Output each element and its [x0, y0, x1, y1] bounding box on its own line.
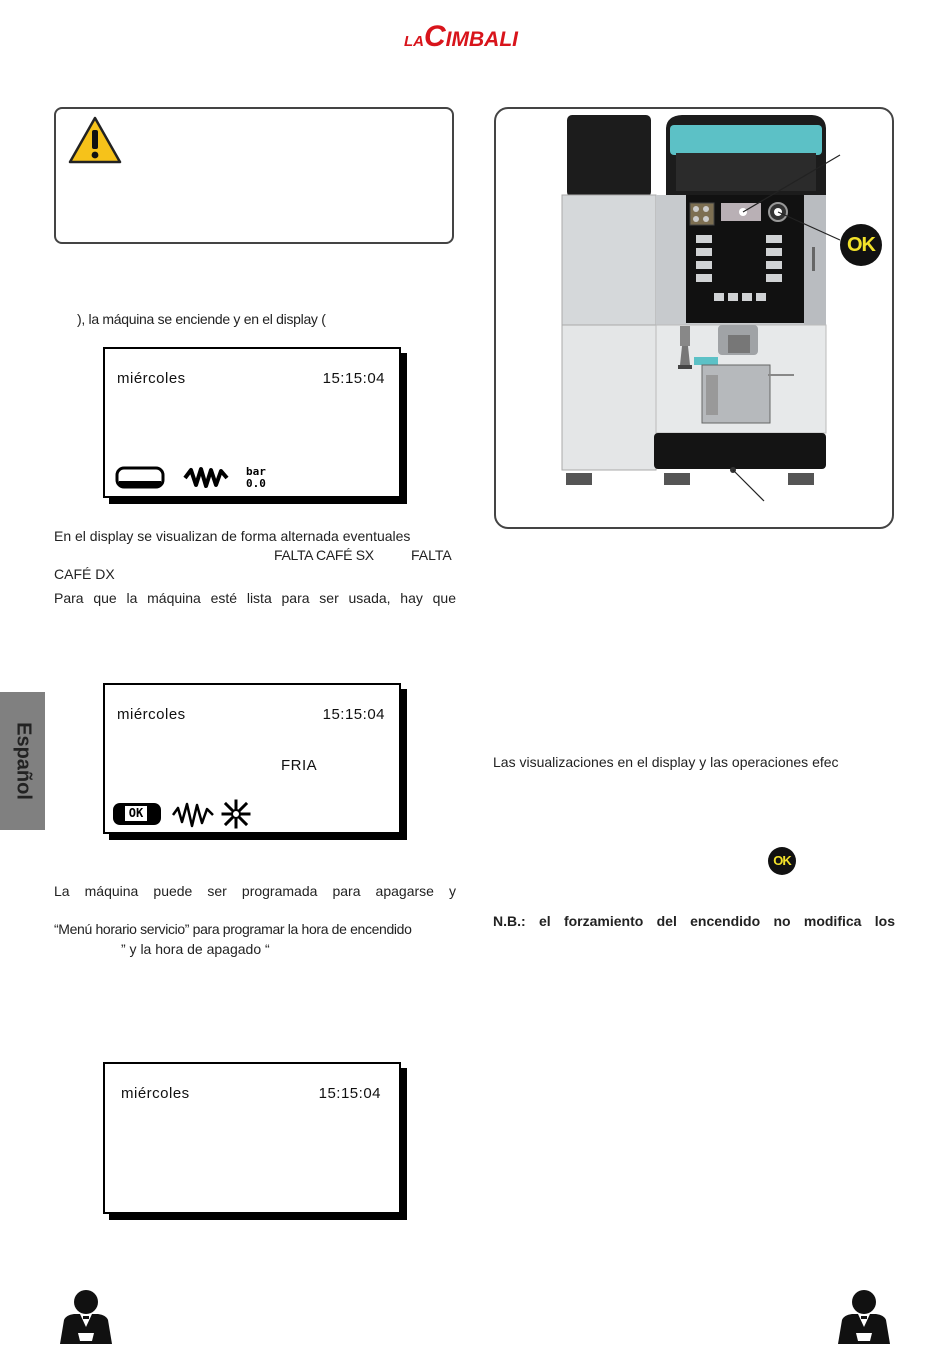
pressure-readout [246, 466, 266, 490]
cup-ok-label: OK [125, 806, 147, 821]
lcd-display-2 [103, 683, 401, 834]
lcd-display-3 [103, 1062, 401, 1214]
waiter-icon-left [56, 1289, 116, 1344]
warning-triangle-icon [68, 116, 122, 164]
brand-logo: LACIMBALI [404, 20, 518, 53]
text-nb: N.B.: el forzamiento del encendido no modifica los [493, 913, 895, 929]
ok-inline-icon: OK [768, 847, 796, 875]
display-day: miércoles [121, 1085, 190, 1102]
text-alternate-1: En el display se visualizan de forma alternada eventuales [54, 528, 411, 544]
text-program-1: La máquina puede ser programada para apagarse y [54, 883, 456, 899]
text-ready: Para que la máquina esté lista para ser usada, hay que [54, 590, 456, 606]
cup-icon [115, 465, 165, 491]
display-status: FRIA [281, 757, 318, 774]
text-power-on: ), la máquina se enciende y en el display ( [77, 311, 326, 327]
pressure-value: 0.0 [246, 477, 266, 490]
display-day: miércoles [117, 706, 186, 723]
waiter-icon-right [834, 1289, 894, 1344]
wave-icon [183, 465, 229, 491]
snowflake-icon [221, 799, 251, 829]
display-day: miércoles [117, 370, 186, 387]
display-time: 15:15:04 [322, 370, 385, 387]
language-tab-label: Español [12, 722, 34, 800]
wave-icon [171, 801, 215, 829]
cup-ok-icon [113, 803, 161, 825]
display-time: 15:15:04 [322, 706, 385, 723]
language-tab [0, 692, 45, 830]
coffee-machine-illustration [494, 107, 894, 529]
ok-button-badge: OK [840, 224, 882, 266]
text-falta-cafe-sx: FALTA CAFÉ SX [274, 547, 374, 563]
pressure-unit: bar [246, 465, 266, 478]
text-program-2: “Menú horario servicio” para programar la hora de encendido [54, 921, 412, 937]
text-visualizations: Las visualizaciones en el display y las operaciones efec [493, 754, 839, 770]
text-program-3: ” y la hora de apagado “ [121, 941, 270, 957]
display-time: 15:15:04 [318, 1085, 381, 1102]
text-cafe-dx: CAFÉ DX [54, 566, 115, 582]
text-falta: FALTA [411, 547, 452, 563]
lcd-display-1 [103, 347, 401, 498]
